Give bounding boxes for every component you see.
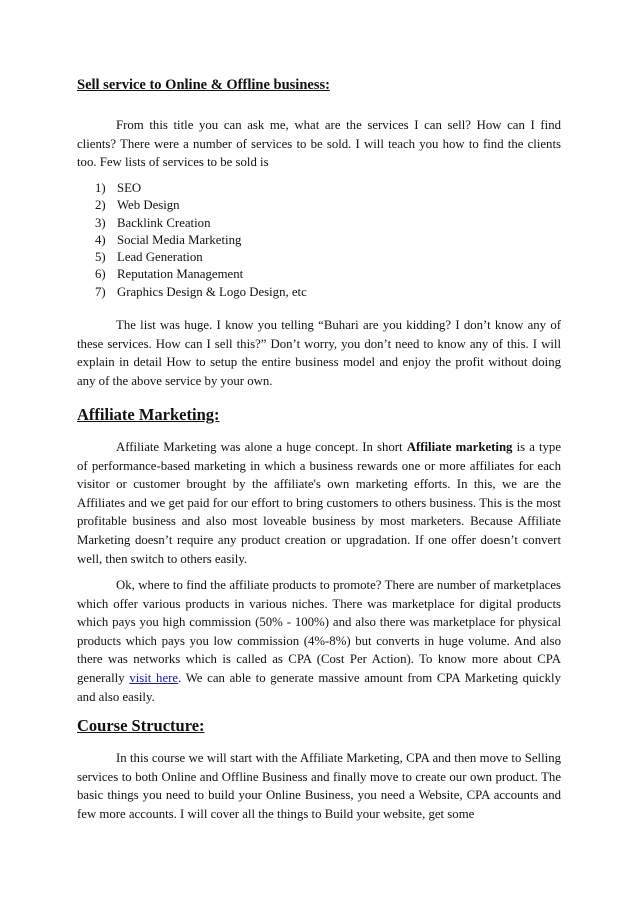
affiliate-marketing-term: Affiliate marketing (406, 440, 513, 454)
list-item (95, 215, 307, 232)
list-item-number: 4) (95, 232, 106, 247)
list-item-label: Web Design (117, 198, 180, 213)
affiliate-paragraph-1 (77, 438, 561, 568)
list-item-label: Graphics Design & Logo Design, etc (117, 284, 307, 299)
affiliate-paragraph-2 (77, 576, 561, 706)
affiliate-paragraph-1-text: Affiliate Marketing was alone a huge concept. In short (116, 440, 407, 454)
list-item-number: 2) (95, 198, 106, 213)
list-item (95, 249, 307, 266)
section-heading-sell-service: Sell service to Online & Offline business: (77, 77, 330, 93)
list-item (95, 180, 307, 197)
list-item-label: SEO (117, 181, 142, 195)
affiliate-paragraph-1-text-cont: is a type of performance-based marketing in which a business rewards one or more affiliates for each visitor or customer brought by the affiliate's own marketing efforts. In this, we are the Affiliates and we get paid for our effort to bring customers to others business. This is the most profitable business and also most loveable business by most marketers. Because Affiliate Marketing doesn’t require any product creation or upgradation. If one offer doesn’t convert well, then switch to others easily. (77, 440, 562, 566)
list-item-number: 1) (95, 181, 106, 195)
list-item (95, 266, 307, 283)
section-heading-course-structure: Course Structure: (77, 716, 205, 735)
services-followup-paragraph: The list was huge. I know you telling “Buhari are you kidding? I don’t know any of these services. How can I sell this?” Don’t worry, you don’t need to know any of this. I will explain in detail How to setup the entire business model and enjoy the profit without doing any of the above service by your own. (77, 318, 561, 388)
visit-here-link[interactable]: visit here (129, 670, 179, 685)
list-item (95, 232, 307, 249)
sell-service-intro-paragraph: From this title you can ask me, what are the services I can sell? How can I find clients? There were a number of services to be sold. I will teach you how to find the clients too. Few lists of services to be sold is (77, 118, 561, 170)
list-item-label: Social Media Marketing (117, 232, 242, 247)
list-item (95, 197, 307, 214)
section-heading-affiliate-marketing: Affiliate Marketing: (77, 405, 220, 424)
list-item-label: Lead Generation (117, 250, 203, 265)
list-item-label: Backlink Creation (117, 215, 211, 230)
services-list (95, 180, 307, 301)
list-item-number: 7) (95, 284, 106, 299)
list-item-number: 3) (95, 215, 106, 230)
list-item-number: 5) (95, 250, 106, 265)
list-item-number: 6) (95, 267, 106, 282)
affiliate-paragraph-2-text: Ok, where to find the affiliate products to promote? There are number of marketplaces which offer various products in various niches. There was marketplace for digital products which pays you high commission (50% - 100%) and also there was marketplace for physical products which pays you low commission (4%-8%) but converts in huge volume. And also there was networks which is called as CPA (Cost Per Action). To know more about CPA generally (77, 578, 561, 685)
course-structure-paragraph: In this course we will start with the Affiliate Marketing, CPA and then move to Selling services to both Online and Offline Business and finally move to create our own product. The basic things you need to build your Online Business, you need a Website, CPA accounts and few more accounts. I will cover all the things to Build your website, get some (77, 751, 561, 821)
list-item (95, 284, 307, 301)
list-item-label: Reputation Management (117, 267, 244, 282)
affiliate-paragraph-2-text-cont: . We can able to generate massive amount from CPA Marketing quickly and also easily. (77, 670, 561, 704)
